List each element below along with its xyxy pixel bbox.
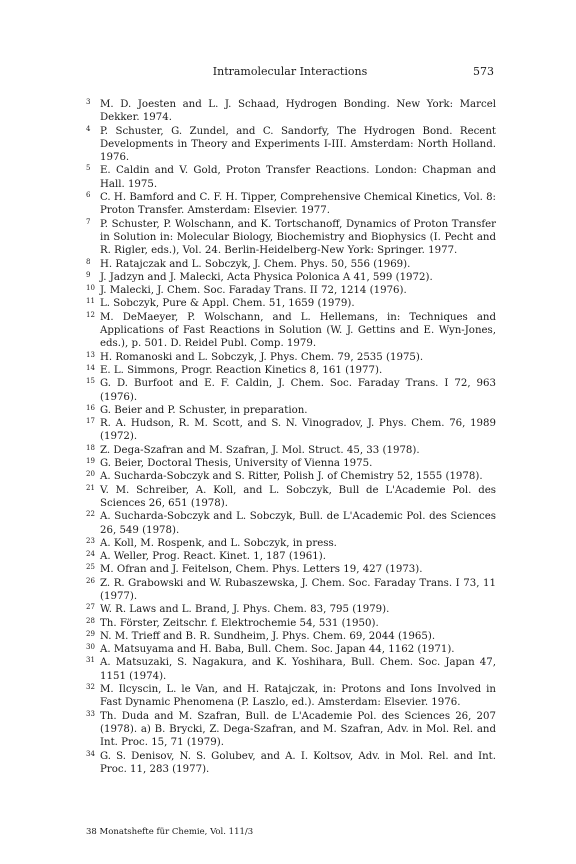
reference-text: L. Sobczyk, Pure & Appl. Chem. 51, 1659 (1979).: [100, 298, 355, 310]
reference-text: G. S. Denisov, N. S. Golubev, and A. I. Koltsov, Adv. in Mol. Rel. and Int. Proc. 11, 283 (1977).: [100, 750, 496, 775]
reference-item: [86, 98, 496, 125]
page-number: 573: [473, 65, 494, 78]
reference-text: J. Malecki, J. Chem. Soc. Faraday Trans. II 72, 1214 (1976).: [100, 285, 407, 297]
reference-item: [86, 577, 496, 604]
reference-item: [86, 364, 496, 377]
reference-text: J. Jadzyn and J. Malecki, Acta Physica Polonica A 41, 599 (1972).: [100, 271, 433, 283]
reference-number: 14: [86, 363, 95, 372]
running-title: Intramolecular Interactions: [212, 65, 368, 78]
reference-text: P. Schuster, P. Wolschann, and K. Tortschanoff, Dynamics of Proton Transfer in Solution in: Molecular Biology, Biochemistry and Biophysics (I. Pecht and R. Rigler, eds.), Vol. 24. Berlin-Heidelberg-New York: Springer. 1977.: [100, 218, 496, 257]
reference-text: P. Schuster, G. Zundel, and C. Sandorfy, The Hydrogen Bond. Recent Developments in Theory and Experiments I-III. Amsterdam: North Holland. 1976.: [100, 125, 496, 164]
reference-number: 31: [86, 656, 95, 665]
running-header: [86, 64, 494, 80]
reference-text: A. Sucharda-Sobczyk and L. Sobczyk, Bull. de L'Academic Pol. des Sciences 26, 549 (1978).: [100, 511, 496, 536]
reference-number: 10: [86, 284, 95, 293]
reference-number: 32: [86, 683, 95, 692]
reference-number: 27: [86, 603, 95, 612]
reference-item: [86, 351, 496, 364]
reference-number: 21: [86, 483, 95, 492]
reference-text: G. Beier and P. Schuster, in preparation.: [100, 404, 308, 416]
reference-item: [86, 750, 496, 777]
reference-list: [86, 98, 496, 776]
reference-item: [86, 457, 496, 470]
reference-number: 23: [86, 536, 95, 545]
reference-number: 5: [86, 164, 91, 173]
reference-number: 33: [86, 709, 95, 718]
reference-text: W. R. Laws and L. Brand, J. Phys. Chem. 83, 795 (1979).: [100, 604, 390, 616]
reference-item: [86, 617, 496, 630]
reference-item: [86, 297, 496, 310]
reference-item: [86, 563, 496, 576]
reference-number: 12: [86, 310, 95, 319]
reference-text: G. Beier, Doctoral Thesis, University of Vienna 1975.: [100, 458, 373, 470]
reference-text: E. Caldin and V. Gold, Proton Transfer Reactions. London: Chapman and Hall. 1975.: [100, 165, 496, 190]
reference-text: N. M. Trieff and B. R. Sundheim, J. Phys. Chem. 69, 2044 (1965).: [100, 630, 436, 642]
reference-number: 29: [86, 629, 95, 638]
reference-item: [86, 191, 496, 218]
reference-text: R. A. Hudson, R. M. Scott, and S. N. Vinogradov, J. Phys. Chem. 76, 1989 (1972).: [100, 418, 496, 443]
reference-text: M. DeMaeyer, P. Wolschann, and L. Hellemans, in: Techniques and Applications of Fast Reactions in Solution (W. J. Gettins and E. Wyn-Jones, eds.), p. 501. D. Reidel Publ. Comp. 1979.: [100, 311, 496, 350]
reference-text: A. Koll, M. Rospenk, and L. Sobczyk, in press.: [100, 537, 337, 549]
reference-number: 34: [86, 749, 95, 758]
reference-text: G. D. Burfoot and E. F. Caldin, J. Chem. Soc. Faraday Trans. I 72, 963 (1976).: [100, 378, 496, 403]
reference-number: 30: [86, 643, 95, 652]
reference-number: 11: [86, 297, 95, 306]
reference-item: [86, 377, 496, 404]
reference-number: 17: [86, 417, 95, 426]
reference-number: 7: [86, 217, 91, 226]
reference-item: [86, 603, 496, 616]
reference-text: M. Ilcyscin, L. le Van, and H. Ratajczak, in: Protons and Ions Involved in Fast Dynamic Phenomena (P. Laszlo, ed.). Amsterdam: Elsevier. 1976.: [100, 684, 496, 709]
reference-item: [86, 417, 496, 444]
reference-item: [86, 311, 496, 351]
reference-item: [86, 444, 496, 457]
page-footer: 38 Monatshefte für Chemie, Vol. 111/3: [86, 827, 254, 837]
reference-item: [86, 218, 496, 258]
reference-number: 9: [86, 270, 91, 279]
reference-item: [86, 470, 496, 483]
reference-number: 6: [86, 191, 91, 200]
reference-item: [86, 125, 496, 165]
reference-number: 3: [86, 98, 91, 106]
reference-item: [86, 258, 496, 271]
reference-item: [86, 484, 496, 511]
reference-text: C. H. Bamford and C. F. H. Tipper, Comprehensive Chemical Kinetics, Vol. 8: Proton Transfer. Amsterdam: Elsevier. 1977.: [100, 192, 496, 217]
reference-item: [86, 164, 496, 191]
reference-text: V. M. Schreiber, A. Koll, and L. Sobczyk, Bull de L'Academie Pol. des Sciences 26, 651 (1978).: [100, 484, 496, 509]
reference-item: [86, 710, 496, 750]
reference-number: 25: [86, 563, 95, 572]
reference-number: 18: [86, 443, 95, 452]
reference-text: A. Matsuzaki, S. Nagakura, and K. Yoshihara, Bull. Chem. Soc. Japan 47, 1151 (1974).: [100, 657, 496, 682]
reference-item: [86, 643, 496, 656]
reference-number: 4: [86, 124, 91, 133]
reference-text: Z. R. Grabowski and W. Rubaszewska, J. Chem. Soc. Faraday Trans. I 73, 11 (1977).: [100, 577, 496, 602]
reference-text: Th. Duda and M. Szafran, Bull. de L'Academie Pol. des Sciences 26, 207 (1978). a) B. Brycki, Z. Dega-Szafran, and M. Szafran, Adv. in Mol. Rel. and Int. Proc. 15, 71 (1979).: [100, 710, 496, 749]
reference-number: 20: [86, 470, 95, 479]
reference-number: 28: [86, 616, 95, 625]
reference-item: [86, 537, 496, 550]
reference-number: 16: [86, 403, 95, 412]
reference-item: [86, 510, 496, 537]
reference-item: [86, 683, 496, 710]
reference-text: A. Weller, Prog. React. Kinet. 1, 187 (1961).: [100, 551, 326, 563]
reference-text: Th. Förster, Zeitschr. f. Elektrochemie 54, 531 (1950).: [100, 617, 379, 629]
reference-text: A. Matsuyama and H. Baba, Bull. Chem. Soc. Japan 44, 1162 (1971).: [100, 644, 455, 656]
reference-text: H. Romanoski and L. Sobczyk, J. Phys. Chem. 79, 2535 (1975).: [100, 351, 424, 363]
reference-item: [86, 271, 496, 284]
reference-text: E. L. Simmons, Progr. Reaction Kinetics 8, 161 (1977).: [100, 364, 383, 376]
reference-item: [86, 284, 496, 297]
reference-number: 15: [86, 377, 95, 386]
reference-text: Z. Dega-Szafran and M. Szafran, J. Mol. Struct. 45, 33 (1978).: [100, 444, 420, 456]
reference-item: [86, 550, 496, 563]
reference-number: 26: [86, 576, 95, 585]
reference-number: 24: [86, 550, 95, 559]
reference-number: 13: [86, 350, 95, 359]
reference-item: [86, 404, 496, 417]
reference-number: 19: [86, 457, 95, 466]
reference-number: 8: [86, 257, 91, 266]
reference-text: H. Ratajczak and L. Sobczyk, J. Chem. Phys. 50, 556 (1969).: [100, 258, 411, 270]
reference-number: 22: [86, 510, 95, 519]
reference-item: [86, 630, 496, 643]
reference-text: M. D. Joesten and L. J. Schaad, Hydrogen Bonding. New York: Marcel Dekker. 1974.: [100, 99, 496, 124]
reference-text: A. Sucharda-Sobczyk and S. Ritter, Polish J. of Chemistry 52, 1555 (1978).: [100, 471, 483, 483]
reference-item: [86, 656, 496, 683]
reference-text: M. Ofran and J. Feitelson, Chem. Phys. Letters 19, 427 (1973).: [100, 564, 423, 576]
